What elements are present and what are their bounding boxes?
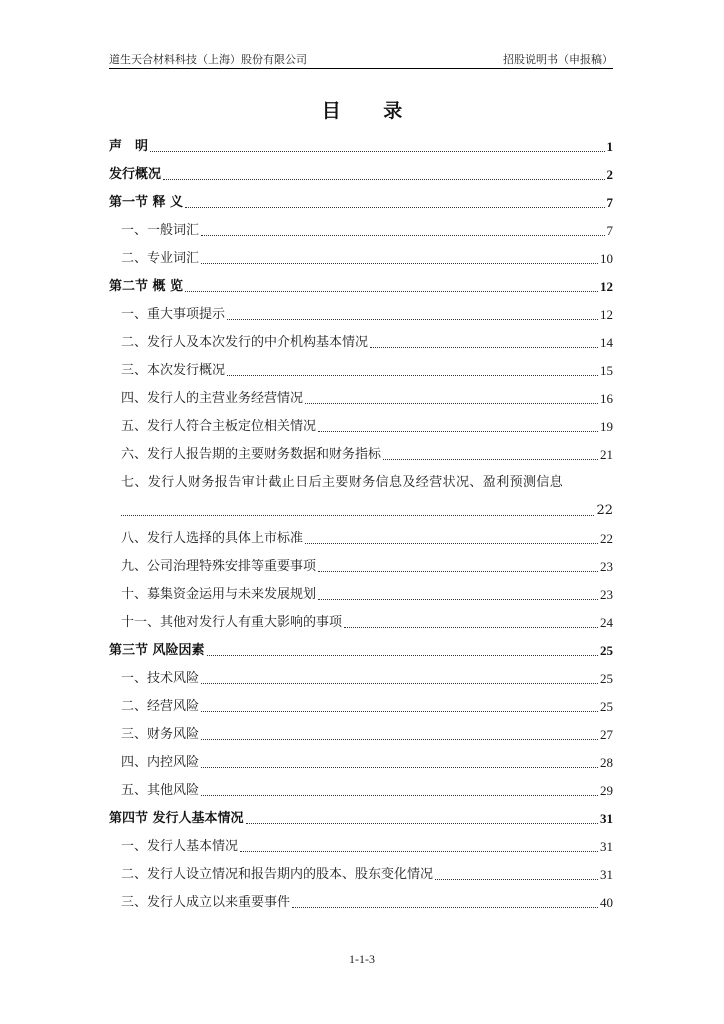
toc-entry-offering-summary[interactable] (109, 351, 613, 379)
toc-entry-governance[interactable] (109, 547, 613, 575)
toc-entry-other-matters[interactable] (109, 603, 613, 631)
toc-entry-financial-data[interactable] (109, 435, 613, 463)
toc-entry-label: 一、发行人基本情况 (121, 839, 239, 854)
toc-leader-dots (201, 263, 598, 264)
toc-entry-label: 发行概况 (109, 167, 162, 182)
toc-entry-section-1[interactable] (109, 183, 613, 211)
toc-entry-label: 四、内控风险 (121, 755, 200, 770)
toc-leader-dots (318, 599, 598, 600)
toc-page-number: 14 (600, 335, 613, 350)
toc-page-number: 25 (600, 671, 613, 686)
toc-leader-dots (185, 291, 598, 292)
toc-entry-label: 二、经营风险 (121, 699, 200, 714)
toc-entry-offering-overview[interactable] (109, 155, 613, 183)
toc-entry-technical-terms[interactable] (109, 239, 613, 267)
toc-entry-other-risk[interactable] (109, 771, 613, 799)
toc-entry-main-business[interactable] (109, 379, 613, 407)
toc-entry-section-3[interactable] (109, 631, 613, 659)
toc-page-number: 7 (606, 223, 613, 238)
toc-entry-label: 第四节 发行人基本情况 (109, 811, 244, 826)
toc-page-number: 23 (600, 587, 613, 602)
toc-entry-main-board-positioning[interactable] (109, 407, 613, 435)
toc-page-number: 25 (600, 699, 613, 714)
toc-entry-section-4[interactable] (109, 799, 613, 827)
toc-page-number: 27 (600, 727, 613, 742)
toc-entry-label: 声 明 (109, 139, 149, 154)
toc-page-number: 2 (606, 167, 613, 182)
toc-leader-dots (246, 823, 598, 824)
toc-leader-dots (201, 235, 604, 236)
toc-leader-dots (318, 571, 598, 572)
toc-leader-dots (370, 347, 598, 348)
toc-page-number: 19 (600, 419, 613, 434)
toc-entry-label: 第三节 风险因素 (109, 643, 205, 658)
header-company: 道生天合材料科技（上海）股份有限公司 (109, 53, 307, 66)
toc-entry-label: 三、发行人成立以来重要事件 (121, 895, 291, 910)
toc-entry-major-events[interactable] (109, 883, 613, 911)
toc-entry-internal-control-risk[interactable] (109, 743, 613, 771)
toc-entry-financial-risk[interactable] (109, 715, 613, 743)
page-header (109, 50, 613, 69)
toc-entry-label: 五、发行人符合主板定位相关情况 (121, 419, 317, 434)
toc-page-number: 29 (600, 783, 613, 798)
table-of-contents (109, 127, 613, 911)
toc-entry-label: 七、发行人财务报告审计截止日后主要财务信息及经营状况、盈利预测信息 (121, 475, 564, 490)
toc-entry-label: 第二节 概 览 (109, 279, 184, 294)
toc-leader-dots (227, 375, 598, 376)
page-footer-number: 1-1-3 (349, 952, 375, 966)
toc-entry-listing-standard[interactable] (109, 519, 613, 547)
toc-entry-label: 十、募集资金运用与未来发展规划 (121, 587, 317, 602)
toc-page-number: 10 (600, 251, 613, 266)
toc-page-number: 16 (600, 391, 613, 406)
toc-page-number: 31 (600, 811, 613, 826)
toc-leader-dots (163, 179, 604, 180)
toc-page-number: 12 (600, 307, 613, 322)
toc-entry-label: 一、技术风险 (121, 671, 200, 686)
toc-page-number: 40 (600, 895, 613, 910)
toc-leader-dots (227, 319, 598, 320)
toc-page-number: 28 (600, 755, 613, 770)
toc-entry-label: 一、一般词汇 (121, 223, 200, 238)
toc-entry-issuer-basic-info[interactable] (109, 827, 613, 855)
toc-page-number: 22 (596, 503, 613, 518)
toc-leader-dots (344, 627, 598, 628)
toc-entry-section-2[interactable] (109, 267, 613, 295)
toc-entry-issuer-intermediaries[interactable] (109, 323, 613, 351)
toc-entry-label: 二、发行人设立情况和报告期内的股本、股东变化情况 (121, 867, 434, 882)
toc-page-number: 24 (600, 615, 613, 630)
toc-leader-dots (435, 879, 598, 880)
toc-leader-dots (185, 207, 604, 208)
toc-leader-dots (292, 907, 598, 908)
toc-entry-label: 五、其他风险 (121, 783, 200, 798)
toc-page-number: 22 (600, 531, 613, 546)
toc-page-number: 7 (606, 195, 613, 210)
toc-entry-general-terms[interactable] (109, 211, 613, 239)
toc-page-number: 25 (600, 643, 613, 658)
toc-entry-label: 三、财务风险 (121, 727, 200, 742)
toc-leader-dots (305, 403, 598, 404)
toc-entry-post-audit-info[interactable] (109, 463, 613, 519)
toc-entry-operating-risk[interactable] (109, 687, 613, 715)
toc-entry-label: 二、专业词汇 (121, 251, 200, 266)
toc-leader-dots (383, 459, 598, 460)
toc-entry-major-matters[interactable] (109, 295, 613, 323)
toc-entry-label: 一、重大事项提示 (121, 307, 226, 322)
page-title: 目 录 (321, 100, 421, 122)
toc-entry-label: 二、发行人及本次发行的中介机构基本情况 (121, 335, 369, 350)
toc-page-number: 31 (600, 867, 613, 882)
toc-leader-dots (240, 851, 598, 852)
toc-leader-dots (207, 655, 598, 656)
toc-page-number: 1 (606, 139, 613, 154)
toc-entry-establishment-share-changes[interactable] (109, 855, 613, 883)
toc-leader-dots (201, 711, 598, 712)
toc-page-number: 12 (600, 279, 613, 294)
toc-entry-statement[interactable] (109, 127, 613, 155)
toc-entry-label: 四、发行人的主营业务经营情况 (121, 391, 304, 406)
toc-entry-label: 八、发行人选择的具体上市标准 (121, 531, 304, 546)
toc-entry-label: 十一、其他对发行人有重大影响的事项 (121, 615, 343, 630)
toc-entry-label: 三、本次发行概况 (121, 363, 226, 378)
toc-leader-dots (150, 151, 604, 152)
toc-leader-dots (318, 431, 598, 432)
toc-leader-dots (201, 739, 598, 740)
toc-page-number: 21 (600, 447, 613, 462)
toc-entry-fund-usage[interactable] (109, 575, 613, 603)
toc-entry-technical-risk[interactable] (109, 659, 613, 687)
toc-leader-dots (201, 683, 598, 684)
toc-entry-label: 第一节 释 义 (109, 195, 184, 210)
toc-leader-dots (201, 795, 598, 796)
toc-leader-dots (121, 515, 594, 516)
toc-leader-dots (201, 767, 598, 768)
toc-page-number: 31 (600, 839, 613, 854)
toc-leader-dots (305, 543, 598, 544)
header-doc-type: 招股说明书（申报稿） (503, 53, 613, 66)
toc-page-number: 23 (600, 559, 613, 574)
toc-entry-label: 六、发行人报告期的主要财务数据和财务指标 (121, 447, 382, 462)
toc-entry-label: 九、公司治理特殊安排等重要事项 (121, 559, 317, 574)
toc-page-number: 15 (600, 363, 613, 378)
